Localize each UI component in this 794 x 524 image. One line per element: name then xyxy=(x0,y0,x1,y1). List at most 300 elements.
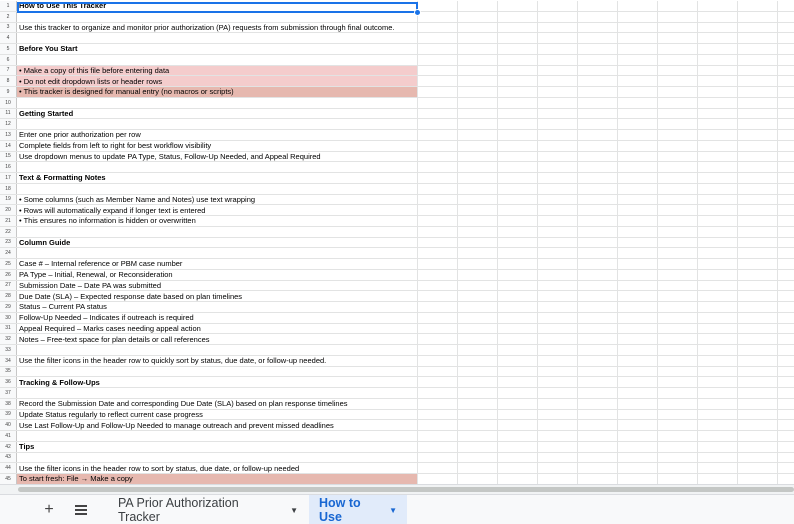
empty-cell[interactable] xyxy=(618,87,658,97)
cell-a[interactable]: Follow-Up Needed – Indicates if outreach is required xyxy=(17,313,418,323)
empty-cell[interactable] xyxy=(658,377,698,387)
scrollbar-thumb[interactable] xyxy=(18,487,794,492)
empty-cell[interactable] xyxy=(458,12,498,22)
empty-cell[interactable] xyxy=(578,313,618,323)
tab-pa-prior-authorization-tracker[interactable] xyxy=(108,495,308,524)
empty-cell[interactable] xyxy=(698,87,738,97)
empty-cell[interactable] xyxy=(418,66,458,76)
empty-cell[interactable] xyxy=(578,12,618,22)
empty-cell[interactable] xyxy=(578,270,618,280)
row-number[interactable]: 15 xyxy=(0,152,17,162)
empty-cell[interactable] xyxy=(498,270,538,280)
empty-cell[interactable] xyxy=(498,334,538,344)
empty-cell[interactable] xyxy=(538,334,578,344)
empty-cell[interactable] xyxy=(458,141,498,151)
empty-cell[interactable] xyxy=(538,281,578,291)
empty-cell[interactable] xyxy=(578,238,618,248)
empty-cell[interactable] xyxy=(538,23,578,33)
empty-cell[interactable] xyxy=(738,1,778,11)
empty-cell[interactable] xyxy=(578,356,618,366)
empty-cell[interactable] xyxy=(418,367,458,377)
cell-a[interactable]: Tracking & Follow-Ups xyxy=(17,377,418,387)
empty-cell[interactable] xyxy=(418,130,458,140)
empty-cell[interactable] xyxy=(418,399,458,409)
cell-a[interactable]: Use this tracker to organize and monitor prior authorization (PA) requests from submission through final outcome. xyxy=(17,23,418,33)
row-number[interactable]: 44 xyxy=(0,463,17,473)
empty-cell[interactable] xyxy=(658,474,698,484)
empty-cell[interactable] xyxy=(698,345,738,355)
cell-a[interactable]: Complete fields from left to right for best workflow visibility xyxy=(17,141,418,151)
empty-cell[interactable] xyxy=(458,109,498,119)
empty-cell[interactable] xyxy=(698,44,738,54)
empty-cell[interactable] xyxy=(498,324,538,334)
row-number[interactable]: 31 xyxy=(0,324,17,334)
empty-cell[interactable] xyxy=(458,270,498,280)
cell-a[interactable] xyxy=(17,184,418,194)
empty-cell[interactable] xyxy=(458,130,498,140)
empty-cell[interactable] xyxy=(618,259,658,269)
empty-cell[interactable] xyxy=(698,324,738,334)
empty-cell[interactable] xyxy=(538,453,578,463)
empty-cell[interactable] xyxy=(418,313,458,323)
cell-a[interactable]: Update Status regularly to reflect current case progress xyxy=(17,410,418,420)
empty-cell[interactable] xyxy=(738,173,778,183)
empty-cell[interactable] xyxy=(418,302,458,312)
empty-cell[interactable] xyxy=(538,55,578,65)
empty-cell[interactable] xyxy=(618,313,658,323)
empty-cell[interactable] xyxy=(498,12,538,22)
empty-cell[interactable] xyxy=(458,216,498,226)
empty-cell[interactable] xyxy=(618,109,658,119)
empty-cell[interactable] xyxy=(618,162,658,172)
cell-a[interactable]: Notes – Free-text space for plan details or call references xyxy=(17,334,418,344)
cell-a[interactable]: • This ensures no information is hidden or overwritten xyxy=(17,216,418,226)
empty-cell[interactable] xyxy=(578,377,618,387)
empty-cell[interactable] xyxy=(738,270,778,280)
empty-cell[interactable] xyxy=(578,463,618,473)
row-number[interactable]: 2 xyxy=(0,12,17,22)
empty-cell[interactable] xyxy=(738,23,778,33)
empty-cell[interactable] xyxy=(498,367,538,377)
empty-cell[interactable] xyxy=(498,33,538,43)
empty-cell[interactable] xyxy=(458,238,498,248)
empty-cell[interactable] xyxy=(578,119,618,129)
empty-cell[interactable] xyxy=(658,345,698,355)
empty-cell[interactable] xyxy=(698,66,738,76)
empty-cell[interactable] xyxy=(618,66,658,76)
empty-cell[interactable] xyxy=(658,1,698,11)
empty-cell[interactable] xyxy=(738,377,778,387)
empty-cell[interactable] xyxy=(618,399,658,409)
empty-cell[interactable] xyxy=(698,463,738,473)
empty-cell[interactable] xyxy=(458,356,498,366)
empty-cell[interactable] xyxy=(738,141,778,151)
empty-cell[interactable] xyxy=(738,12,778,22)
empty-cell[interactable] xyxy=(738,216,778,226)
empty-cell[interactable] xyxy=(418,388,458,398)
empty-cell[interactable] xyxy=(418,162,458,172)
horizontal-scrollbar[interactable] xyxy=(0,484,794,494)
empty-cell[interactable] xyxy=(738,259,778,269)
row-number[interactable]: 21 xyxy=(0,216,17,226)
empty-cell[interactable] xyxy=(618,281,658,291)
empty-cell[interactable] xyxy=(538,420,578,430)
empty-cell[interactable] xyxy=(578,291,618,301)
row-number[interactable]: 28 xyxy=(0,291,17,301)
empty-cell[interactable] xyxy=(618,324,658,334)
cell-a[interactable]: Submission Date – Date PA was submitted xyxy=(17,281,418,291)
empty-cell[interactable] xyxy=(738,227,778,237)
row-number[interactable]: 25 xyxy=(0,259,17,269)
empty-cell[interactable] xyxy=(658,130,698,140)
empty-cell[interactable] xyxy=(658,442,698,452)
row-number[interactable]: 39 xyxy=(0,410,17,420)
cell-a[interactable]: Use the filter icons in the header row to sort by status, due date, or follow-up needed xyxy=(17,463,418,473)
empty-cell[interactable] xyxy=(538,152,578,162)
empty-cell[interactable] xyxy=(538,1,578,11)
row-number[interactable]: 10 xyxy=(0,98,17,108)
cell-a[interactable]: Status – Current PA status xyxy=(17,302,418,312)
empty-cell[interactable] xyxy=(698,195,738,205)
empty-cell[interactable] xyxy=(538,442,578,452)
empty-cell[interactable] xyxy=(538,216,578,226)
empty-cell[interactable] xyxy=(458,119,498,129)
row-number[interactable]: 40 xyxy=(0,420,17,430)
empty-cell[interactable] xyxy=(538,324,578,334)
empty-cell[interactable] xyxy=(538,291,578,301)
empty-cell[interactable] xyxy=(618,377,658,387)
empty-cell[interactable] xyxy=(658,119,698,129)
row-number[interactable]: 38 xyxy=(0,399,17,409)
cell-a[interactable]: Enter one prior authorization per row xyxy=(17,130,418,140)
empty-cell[interactable] xyxy=(738,302,778,312)
empty-cell[interactable] xyxy=(738,291,778,301)
empty-cell[interactable] xyxy=(698,205,738,215)
empty-cell[interactable] xyxy=(658,291,698,301)
empty-cell[interactable] xyxy=(498,388,538,398)
empty-cell[interactable] xyxy=(578,66,618,76)
empty-cell[interactable] xyxy=(618,453,658,463)
empty-cell[interactable] xyxy=(498,281,538,291)
empty-cell[interactable] xyxy=(498,248,538,258)
empty-cell[interactable] xyxy=(738,87,778,97)
empty-cell[interactable] xyxy=(578,141,618,151)
empty-cell[interactable] xyxy=(458,248,498,258)
empty-cell[interactable] xyxy=(658,216,698,226)
empty-cell[interactable] xyxy=(498,76,538,86)
empty-cell[interactable] xyxy=(698,12,738,22)
empty-cell[interactable] xyxy=(498,463,538,473)
empty-cell[interactable] xyxy=(698,33,738,43)
empty-cell[interactable] xyxy=(418,377,458,387)
empty-cell[interactable] xyxy=(538,399,578,409)
empty-cell[interactable] xyxy=(458,324,498,334)
empty-cell[interactable] xyxy=(498,356,538,366)
row-number[interactable]: 14 xyxy=(0,141,17,151)
all-sheets-button[interactable] xyxy=(72,501,90,519)
empty-cell[interactable] xyxy=(538,130,578,140)
empty-cell[interactable] xyxy=(498,313,538,323)
empty-cell[interactable] xyxy=(458,291,498,301)
empty-cell[interactable] xyxy=(698,76,738,86)
empty-cell[interactable] xyxy=(538,44,578,54)
empty-cell[interactable] xyxy=(658,324,698,334)
empty-cell[interactable] xyxy=(458,152,498,162)
empty-cell[interactable] xyxy=(658,33,698,43)
cell-a[interactable] xyxy=(17,431,418,441)
empty-cell[interactable] xyxy=(418,152,458,162)
empty-cell[interactable] xyxy=(538,205,578,215)
cell-a[interactable]: Getting Started xyxy=(17,109,418,119)
row-number[interactable]: 7 xyxy=(0,66,17,76)
empty-cell[interactable] xyxy=(498,66,538,76)
empty-cell[interactable] xyxy=(538,259,578,269)
empty-cell[interactable] xyxy=(578,205,618,215)
empty-cell[interactable] xyxy=(458,399,498,409)
row-number[interactable]: 16 xyxy=(0,162,17,172)
empty-cell[interactable] xyxy=(698,109,738,119)
empty-cell[interactable] xyxy=(698,410,738,420)
empty-cell[interactable] xyxy=(538,33,578,43)
empty-cell[interactable] xyxy=(658,76,698,86)
empty-cell[interactable] xyxy=(618,270,658,280)
empty-cell[interactable] xyxy=(418,324,458,334)
cell-a[interactable]: Use dropdown menus to update PA Type, Status, Follow-Up Needed, and Appeal Required xyxy=(17,152,418,162)
empty-cell[interactable] xyxy=(658,367,698,377)
empty-cell[interactable] xyxy=(738,410,778,420)
empty-cell[interactable] xyxy=(658,66,698,76)
empty-cell[interactable] xyxy=(498,216,538,226)
empty-cell[interactable] xyxy=(418,442,458,452)
row-number[interactable]: 6 xyxy=(0,55,17,65)
empty-cell[interactable] xyxy=(418,98,458,108)
empty-cell[interactable] xyxy=(538,410,578,420)
cell-a[interactable]: PA Type – Initial, Renewal, or Reconsideration xyxy=(17,270,418,280)
empty-cell[interactable] xyxy=(578,367,618,377)
empty-cell[interactable] xyxy=(698,334,738,344)
empty-cell[interactable] xyxy=(418,216,458,226)
empty-cell[interactable] xyxy=(498,302,538,312)
cell-a[interactable] xyxy=(17,367,418,377)
empty-cell[interactable] xyxy=(498,442,538,452)
empty-cell[interactable] xyxy=(698,55,738,65)
empty-cell[interactable] xyxy=(418,173,458,183)
empty-cell[interactable] xyxy=(738,130,778,140)
row-number[interactable]: 33 xyxy=(0,345,17,355)
empty-cell[interactable] xyxy=(698,453,738,463)
empty-cell[interactable] xyxy=(458,87,498,97)
empty-cell[interactable] xyxy=(458,173,498,183)
row-number[interactable]: 5 xyxy=(0,44,17,54)
empty-cell[interactable] xyxy=(498,141,538,151)
cell-a[interactable] xyxy=(17,248,418,258)
empty-cell[interactable] xyxy=(578,55,618,65)
empty-cell[interactable] xyxy=(458,227,498,237)
empty-cell[interactable] xyxy=(698,281,738,291)
empty-cell[interactable] xyxy=(658,152,698,162)
empty-cell[interactable] xyxy=(578,33,618,43)
row-number[interactable]: 9 xyxy=(0,87,17,97)
empty-cell[interactable] xyxy=(418,141,458,151)
empty-cell[interactable] xyxy=(698,216,738,226)
empty-cell[interactable] xyxy=(738,238,778,248)
tab-how-to-use[interactable] xyxy=(309,495,407,524)
empty-cell[interactable] xyxy=(418,184,458,194)
empty-cell[interactable] xyxy=(498,109,538,119)
empty-cell[interactable] xyxy=(418,334,458,344)
empty-cell[interactable] xyxy=(658,195,698,205)
empty-cell[interactable] xyxy=(738,98,778,108)
empty-cell[interactable] xyxy=(618,345,658,355)
empty-cell[interactable] xyxy=(498,238,538,248)
empty-cell[interactable] xyxy=(418,410,458,420)
empty-cell[interactable] xyxy=(738,388,778,398)
row-number[interactable]: 8 xyxy=(0,76,17,86)
empty-cell[interactable] xyxy=(738,248,778,258)
empty-cell[interactable] xyxy=(578,44,618,54)
empty-cell[interactable] xyxy=(698,420,738,430)
empty-cell[interactable] xyxy=(618,334,658,344)
empty-cell[interactable] xyxy=(618,33,658,43)
empty-cell[interactable] xyxy=(578,1,618,11)
row-number[interactable]: 41 xyxy=(0,431,17,441)
row-number[interactable]: 22 xyxy=(0,227,17,237)
empty-cell[interactable] xyxy=(418,270,458,280)
empty-cell[interactable] xyxy=(538,87,578,97)
empty-cell[interactable] xyxy=(578,259,618,269)
empty-cell[interactable] xyxy=(538,162,578,172)
empty-cell[interactable] xyxy=(738,281,778,291)
empty-cell[interactable] xyxy=(498,410,538,420)
empty-cell[interactable] xyxy=(538,141,578,151)
empty-cell[interactable] xyxy=(738,367,778,377)
row-number[interactable]: 45 xyxy=(0,474,17,484)
cell-a[interactable]: • This tracker is designed for manual entry (no macros or scripts) xyxy=(17,87,418,97)
row-number[interactable]: 34 xyxy=(0,356,17,366)
empty-cell[interactable] xyxy=(418,474,458,484)
empty-cell[interactable] xyxy=(658,55,698,65)
empty-cell[interactable] xyxy=(738,431,778,441)
empty-cell[interactable] xyxy=(498,44,538,54)
empty-cell[interactable] xyxy=(458,410,498,420)
empty-cell[interactable] xyxy=(658,399,698,409)
empty-cell[interactable] xyxy=(578,442,618,452)
empty-cell[interactable] xyxy=(458,205,498,215)
empty-cell[interactable] xyxy=(698,238,738,248)
row-number[interactable]: 18 xyxy=(0,184,17,194)
empty-cell[interactable] xyxy=(618,12,658,22)
empty-cell[interactable] xyxy=(538,367,578,377)
empty-cell[interactable] xyxy=(578,216,618,226)
empty-cell[interactable] xyxy=(618,442,658,452)
cell-a[interactable]: • Some columns (such as Member Name and Notes) use text wrapping xyxy=(17,195,418,205)
empty-cell[interactable] xyxy=(458,431,498,441)
empty-cell[interactable] xyxy=(578,227,618,237)
empty-cell[interactable] xyxy=(738,420,778,430)
empty-cell[interactable] xyxy=(458,76,498,86)
empty-cell[interactable] xyxy=(498,23,538,33)
row-number[interactable]: 12 xyxy=(0,119,17,129)
row-number[interactable]: 23 xyxy=(0,238,17,248)
row-number[interactable]: 29 xyxy=(0,302,17,312)
empty-cell[interactable] xyxy=(738,313,778,323)
empty-cell[interactable] xyxy=(458,313,498,323)
empty-cell[interactable] xyxy=(458,184,498,194)
row-number[interactable]: 36 xyxy=(0,377,17,387)
empty-cell[interactable] xyxy=(498,345,538,355)
empty-cell[interactable] xyxy=(498,227,538,237)
empty-cell[interactable] xyxy=(738,66,778,76)
empty-cell[interactable] xyxy=(418,281,458,291)
empty-cell[interactable] xyxy=(458,33,498,43)
empty-cell[interactable] xyxy=(658,205,698,215)
empty-cell[interactable] xyxy=(578,302,618,312)
empty-cell[interactable] xyxy=(578,453,618,463)
empty-cell[interactable] xyxy=(538,248,578,258)
empty-cell[interactable] xyxy=(418,463,458,473)
empty-cell[interactable] xyxy=(458,442,498,452)
row-number[interactable]: 27 xyxy=(0,281,17,291)
empty-cell[interactable] xyxy=(698,141,738,151)
empty-cell[interactable] xyxy=(458,23,498,33)
cell-a[interactable] xyxy=(17,162,418,172)
empty-cell[interactable] xyxy=(458,463,498,473)
empty-cell[interactable] xyxy=(738,399,778,409)
empty-cell[interactable] xyxy=(418,12,458,22)
empty-cell[interactable] xyxy=(618,23,658,33)
empty-cell[interactable] xyxy=(698,431,738,441)
empty-cell[interactable] xyxy=(418,259,458,269)
empty-cell[interactable] xyxy=(698,98,738,108)
empty-cell[interactable] xyxy=(738,453,778,463)
empty-cell[interactable] xyxy=(618,238,658,248)
empty-cell[interactable] xyxy=(618,356,658,366)
empty-cell[interactable] xyxy=(538,195,578,205)
empty-cell[interactable] xyxy=(578,388,618,398)
empty-cell[interactable] xyxy=(458,367,498,377)
empty-cell[interactable] xyxy=(698,474,738,484)
empty-cell[interactable] xyxy=(618,410,658,420)
empty-cell[interactable] xyxy=(498,130,538,140)
cell-a[interactable] xyxy=(17,119,418,129)
cell-a[interactable]: Case # – Internal reference or PBM case number xyxy=(17,259,418,269)
empty-cell[interactable] xyxy=(498,474,538,484)
cell-a[interactable]: To start fresh: File → Make a copy xyxy=(17,474,418,484)
empty-cell[interactable] xyxy=(458,55,498,65)
empty-cell[interactable] xyxy=(698,23,738,33)
empty-cell[interactable] xyxy=(578,98,618,108)
cell-a[interactable]: • Do not edit dropdown lists or header rows xyxy=(17,76,418,86)
cell-a[interactable]: Record the Submission Date and corresponding Due Date (SLA) based on plan response timelines xyxy=(17,399,418,409)
empty-cell[interactable] xyxy=(578,195,618,205)
row-number[interactable]: 37 xyxy=(0,388,17,398)
cell-a[interactable]: • Make a copy of this file before entering data xyxy=(17,66,418,76)
empty-cell[interactable] xyxy=(578,173,618,183)
empty-cell[interactable] xyxy=(458,162,498,172)
row-number[interactable]: 4 xyxy=(0,33,17,43)
empty-cell[interactable] xyxy=(738,76,778,86)
empty-cell[interactable] xyxy=(418,356,458,366)
empty-cell[interactable] xyxy=(418,44,458,54)
cell-a[interactable]: Text & Formatting Notes xyxy=(17,173,418,183)
empty-cell[interactable] xyxy=(658,453,698,463)
row-number[interactable]: 32 xyxy=(0,334,17,344)
empty-cell[interactable] xyxy=(618,248,658,258)
empty-cell[interactable] xyxy=(698,399,738,409)
empty-cell[interactable] xyxy=(618,76,658,86)
empty-cell[interactable] xyxy=(618,302,658,312)
empty-cell[interactable] xyxy=(658,270,698,280)
